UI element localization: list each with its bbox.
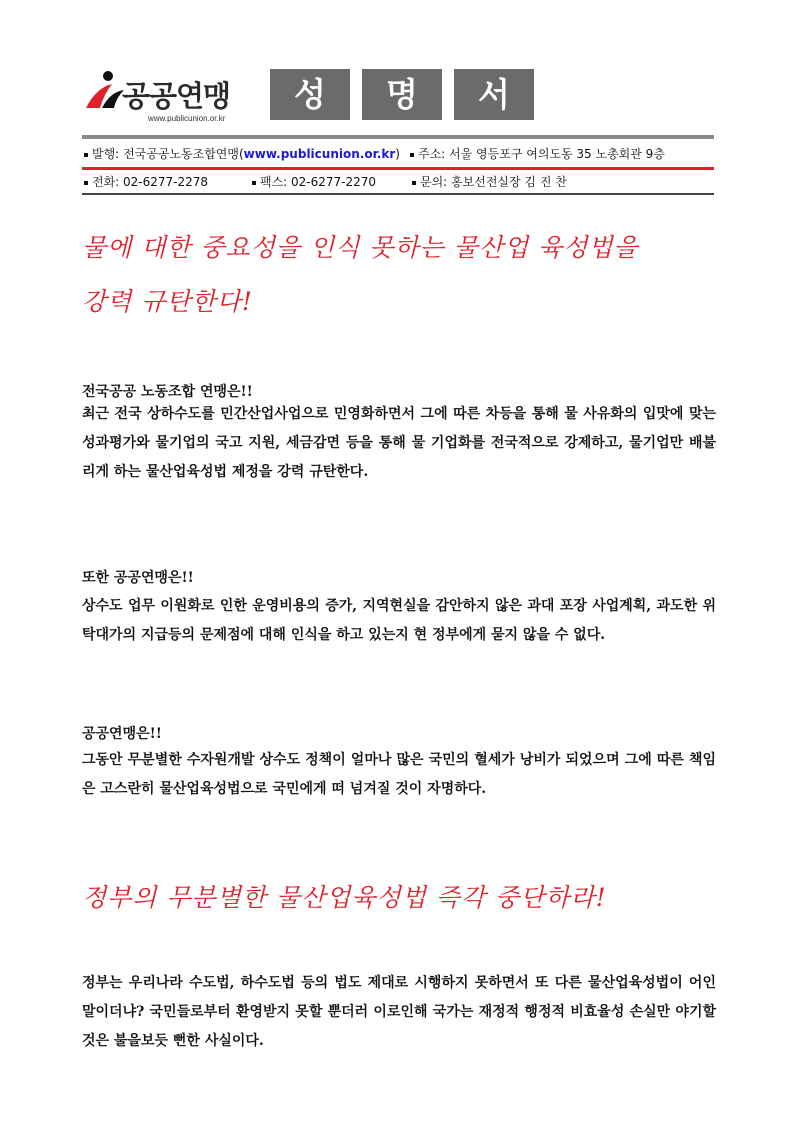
bullet-icon — [84, 181, 88, 185]
logo-url: www.publicunion.or.kr — [148, 114, 226, 123]
address-text: 주소: 서울 영등포구 여의도동 35 노총회관 9층 — [418, 147, 665, 161]
bullet-icon — [410, 153, 414, 157]
section-3-body: 그동안 무분별한 수자원개발 상수도 정책이 얼마나 많은 국민의 혈세가 낭비가 되었으며 그에 따른 책임은 고스란히 물산업육성법으로 국민에게 떠 넘겨질 것이 자명하다. — [82, 752, 716, 797]
issuer-url-link[interactable]: www.publicunion.or.kr — [243, 147, 396, 161]
title-char-1: 성 — [270, 69, 350, 120]
phone-info — [84, 173, 208, 190]
title-char-3: 서 — [454, 69, 534, 120]
issuer-info — [84, 145, 400, 162]
header-rule-red — [82, 167, 714, 170]
headline-1-line-1: 물에 대한 중요성을 인식 못하는 물산업 육성법을 — [82, 233, 639, 262]
fax-info — [252, 173, 376, 190]
section-2-body: 상수도 업무 이원화로 인한 운영비용의 증가, 지역현실을 감안하지 않은 과대 포장 사업계획, 과도한 위탁대가의 지급등의 문제점에 대해 인식을 하고 있는지 현 정부에게 묻지 않을 수 없다. — [82, 598, 716, 643]
section-1-body: 최근 전국 상하수도를 민간산업사업으로 민영화하면서 그에 따른 차등을 통해 물 사유화의 입맛에 맞는 성과평가와 물기업의 국고 지원, 세금감면 등을 통해 물 기업화를 전국적으로 강제하고, 물기업만 배불리게 하는 물산업육성법 제정을 강력 규탄한다. — [82, 406, 716, 480]
issuer-label: 발행: — [92, 147, 120, 161]
section-1-heading: 전국공공 노동조합 연맹은!! — [82, 384, 253, 400]
section-2-heading: 또한 공공연맹은!! — [82, 570, 194, 586]
bullet-icon — [84, 153, 88, 157]
header-rule-top — [82, 135, 714, 139]
issuer-name: 전국공공노동조합연맹( — [123, 147, 244, 161]
contact-text: 문의: 홍보선전실장 김 진 찬 — [420, 175, 567, 189]
title-char-2: 명 — [362, 69, 442, 120]
contact-info — [412, 173, 567, 190]
header-rule-bottom — [82, 193, 714, 195]
fax-text: 팩스: 02-6277-2270 — [260, 175, 377, 189]
logo — [82, 68, 252, 130]
bullet-icon — [252, 181, 256, 185]
section-3-heading: 공공연맹은!! — [82, 726, 162, 742]
headline-2: 정부의 무분별한 물산업육성법 즉각 중단하라! — [82, 883, 607, 912]
closing-body: 정부는 우리나라 수도법, 하수도법 등의 법도 제대로 시행하지 못하면서 또 다른 물산업육성법이 어인 말이더냐? 국민들로부터 환영받지 못할 뿐더러 이로인해 국가는 재정적 행정적 비효율성 손실만 야기할 것은 불을보듯 뻔한 사실이다. — [82, 975, 716, 1049]
issuer-close: ) — [395, 147, 400, 161]
headline-1-line-2: 강력 규탄한다! — [82, 287, 253, 316]
logo-text: 공공연맹 — [122, 79, 231, 113]
bullet-icon — [412, 181, 416, 185]
address-info — [410, 145, 665, 162]
phone-text: 전화: 02-6277-2278 — [92, 175, 209, 189]
